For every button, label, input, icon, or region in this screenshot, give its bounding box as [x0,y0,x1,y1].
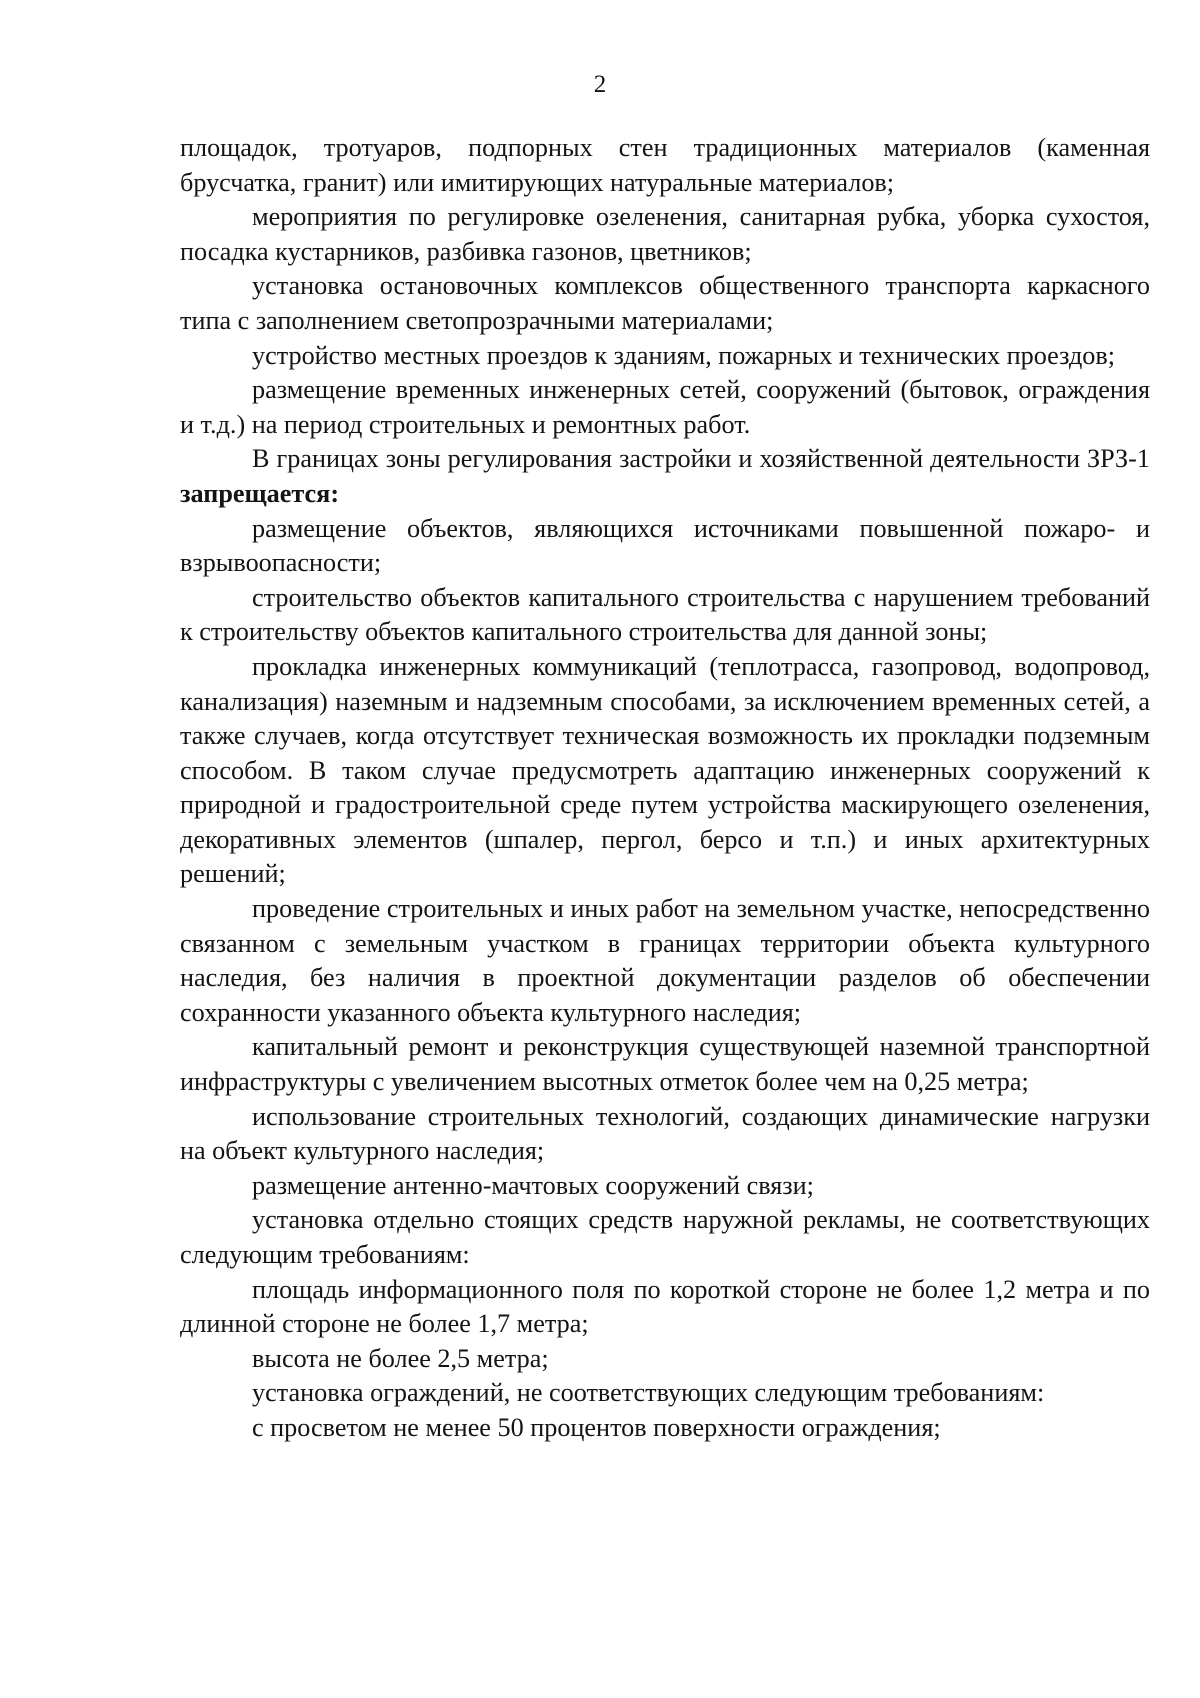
paragraph: мероприятия по регулировке озеленения, санитарная рубка, уборка сухостоя, посадка кустарников, разбивка газонов, цветников; [180,202,1150,266]
paragraph: капитальный ремонт и реконструкция существующей наземной транспортной инфраструктуры с увеличением высотных отметок более чем на 0,25 метра; [180,1032,1150,1097]
paragraph-zone-heading [180,442,1150,511]
paragraph: площадок, тротуаров, подпорных стен традиционных материалов (каменная брусчатка, гранит) или имитирующих натуральные материалов; [180,133,1150,197]
document-body [180,131,1150,1446]
paragraph: установка ограждений, не соответствующих следующим требованиям: [252,1378,1045,1408]
paragraph: размещение временных инженерных сетей, сооружений (бытовок, ограждения и т.д.) на период строительных и ремонтных работ. [180,375,1150,439]
paragraph: использование строительных технологий, создающих динамические нагрузки на объект культурного наследия; [180,1101,1150,1166]
zone-heading-text: В границах зоны регулирования застройки и хозяйственной деятельности ЗРЗ-1 [252,444,1150,474]
paragraph: установка отдельно стоящих средств наружной рекламы, не соответствующих следующим требованиям: [180,1205,1150,1269]
paragraph: высота не более 2,5 метра; [252,1343,549,1373]
paragraph: строительство объектов капитального строительства с нарушением требований к строительству объектов капитального строительства для данной зоны; [180,582,1150,647]
paragraph: устройство местных проездов к зданиям, пожарных и технических проездов; [252,340,1115,370]
paragraph: с просветом не менее 50 процентов поверхности ограждения; [252,1412,941,1442]
paragraph: площадь информационного поля по короткой стороне не более 1,2 метра и по длинной стороне не более 1,7 метра; [180,1274,1150,1339]
paragraph: размещение антенно-мачтовых сооружений связи; [252,1170,814,1200]
paragraph: проведение строительных и иных работ на земельном участке, непосредственно связанном с земельным участком в границах территории объекта культурного наследия, без наличия в проектной документации разделов об обеспечении сохранности указанного объекта культурного наследия; [180,894,1150,1027]
prohibited-label: запрещается: [180,478,340,508]
paragraph: размещение объектов, являющихся источниками повышенной пожаро- и взрывоопасности; [180,513,1150,578]
page-number: 2 [593,71,607,98]
paragraph: установка остановочных комплексов общественного транспорта каркасного типа с заполнением светопрозрачными материалами; [180,271,1150,335]
paragraph: прокладка инженерных коммуникаций (теплотрасса, газопровод, водопровод, канализация) наземным и надземным способами, за исключением временных сетей, а также случаев, когда отсутствует техническая возможность их прокладки подземным способом. В таком случае предусмотреть адаптацию инженерных сооружений к природной и градостроительной среде путем устройства маскирующего озеленения, декоративных элементов (шпалер, пергол, берсо и т.п.) и иных архитектурных решений; [180,651,1150,889]
